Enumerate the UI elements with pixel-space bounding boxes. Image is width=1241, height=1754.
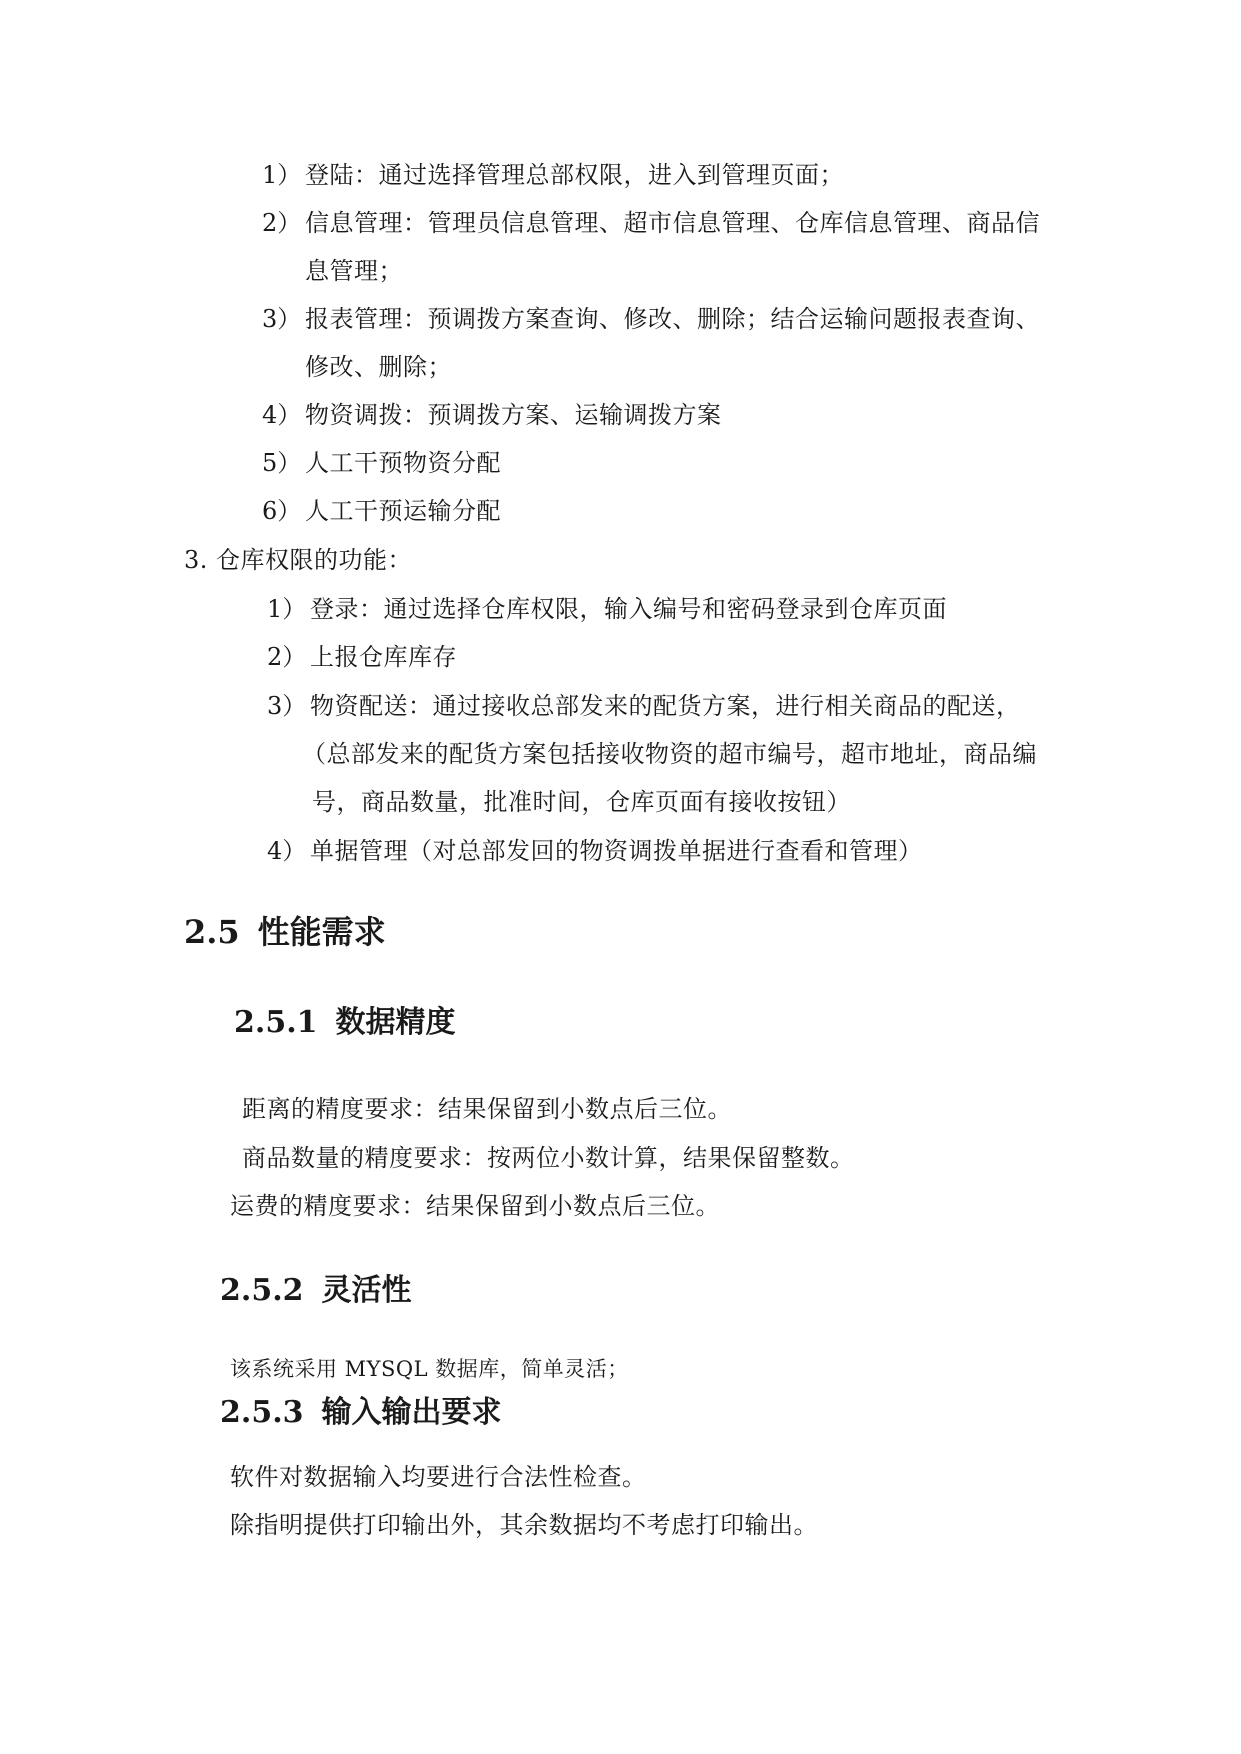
paragraph: 该系统采用 MYSQL 数据库，简单灵活； xyxy=(230,1357,629,1381)
list-number: 4） xyxy=(262,401,302,429)
list-item: 人工干预物资分配 xyxy=(305,449,501,477)
heading-number: 2.5.2 xyxy=(220,1273,304,1308)
paragraph: 距离的精度要求：结果保留到小数点后三位。 xyxy=(242,1095,732,1123)
list-item: 报表管理：预调拨方案查询、修改、删除；结合运输问题报表查询、 xyxy=(305,305,1040,333)
heading-title: 性能需求 xyxy=(257,913,386,951)
warehouse-section-heading: 3. 仓库权限的功能： xyxy=(184,546,413,574)
heading-title: 输入输出要求 xyxy=(321,1395,502,1430)
list-item: 信息管理：管理员信息管理、超市信息管理、仓库信息管理、商品信 xyxy=(305,209,1040,237)
heading-2-5-3 xyxy=(220,1394,502,1432)
list-item: 物资配送：通过接收总部发来的配货方案，进行相关商品的配送， xyxy=(310,692,1021,720)
heading-number: 2.5 xyxy=(184,913,240,951)
list-number: 3） xyxy=(267,692,307,720)
list-number: 2） xyxy=(262,209,302,237)
heading-2-5-2 xyxy=(220,1272,412,1310)
list-item: 物资调拨：预调拨方案、运输调拨方案 xyxy=(305,401,722,429)
list-item-continued: （总部发来的配货方案包括接收物资的超市编号，超市地址，商品编 xyxy=(302,740,1037,768)
heading-title: 灵活性 xyxy=(321,1273,412,1308)
list-item: 单据管理（对总部发回的物资调拨单据进行查看和管理） xyxy=(310,837,923,865)
list-item-continued: 号，商品数量，批准时间，仓库页面有接收按钮） xyxy=(312,788,851,816)
list-number: 6） xyxy=(262,497,302,525)
list-number: 3） xyxy=(262,305,302,333)
paragraph: 商品数量的精度要求：按两位小数计算，结果保留整数。 xyxy=(242,1144,855,1172)
list-item: 上报仓库库存 xyxy=(310,643,457,671)
paragraph: 除指明提供打印输出外，其余数据均不考虑打印输出。 xyxy=(230,1511,818,1539)
list-number: 1） xyxy=(267,595,307,623)
list-item: 登录：通过选择仓库权限，输入编号和密码登录到仓库页面 xyxy=(310,595,947,623)
heading-number: 2.5.3 xyxy=(220,1395,304,1430)
list-item-continued: 修改、删除； xyxy=(305,353,452,381)
paragraph: 软件对数据输入均要进行合法性检查。 xyxy=(230,1463,647,1491)
paragraph: 运费的精度要求：结果保留到小数点后三位。 xyxy=(230,1192,720,1220)
list-number: 2） xyxy=(267,643,307,671)
heading-number: 2.5.1 xyxy=(234,1005,318,1040)
list-item-continued: 息管理； xyxy=(305,257,403,285)
list-item: 人工干预运输分配 xyxy=(305,497,501,525)
list-number: 4） xyxy=(267,837,307,865)
heading-2-5-1 xyxy=(234,1004,456,1042)
heading-title: 数据精度 xyxy=(335,1005,456,1040)
heading-2-5 xyxy=(184,912,386,952)
list-number: 1） xyxy=(262,161,302,189)
list-number: 5） xyxy=(262,449,302,477)
list-item: 登陆：通过选择管理总部权限，进入到管理页面； xyxy=(305,161,844,189)
